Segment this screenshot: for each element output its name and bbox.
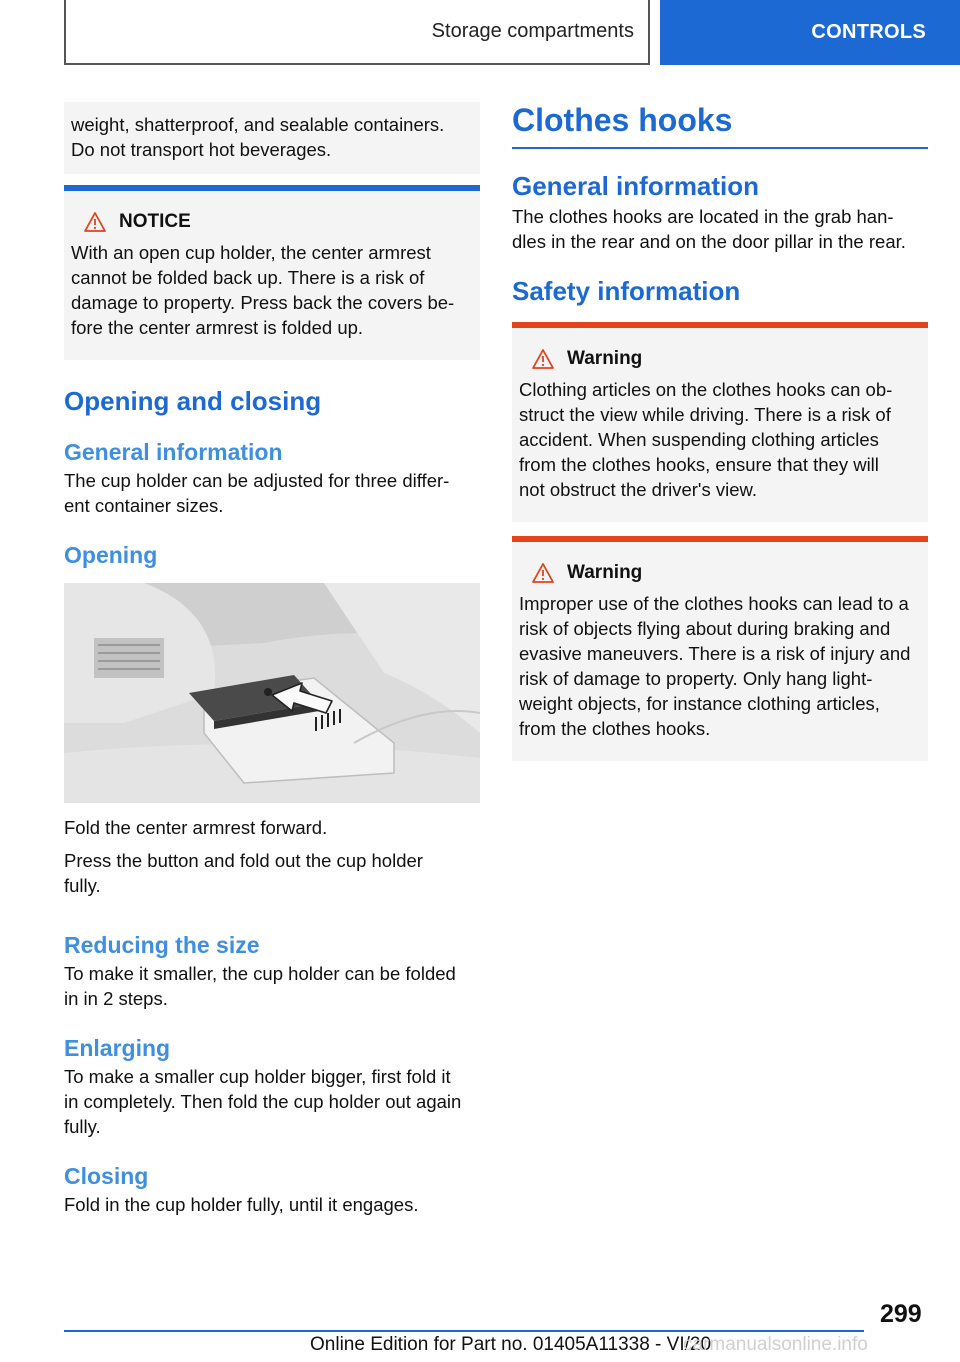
heading-enlarging: Enlarging — [64, 1035, 171, 1061]
warning-line: risk of objects flying about during braking and — [519, 618, 891, 639]
continued-note-line: weight, shatterproof, and sealable containers. — [71, 114, 445, 135]
footer-rule — [64, 1330, 864, 1332]
enlarging-line: fully. — [64, 1116, 101, 1137]
warning-line: Clothing articles on the clothes hooks can ob- — [519, 379, 893, 400]
reducing-line: To make it smaller, the cup holder can be folded — [64, 963, 456, 984]
enlarging-line: To make a smaller cup holder bigger, first fold it — [64, 1066, 451, 1087]
heading-closing: Closing — [64, 1163, 149, 1189]
heading-general-information: General information — [64, 439, 283, 465]
heading-safety-information: Safety information — [512, 276, 741, 306]
heading-rule — [512, 147, 928, 149]
warning-header — [531, 560, 921, 585]
warning-header — [531, 346, 921, 371]
notice-box — [64, 185, 480, 360]
notice-line: fore the center armrest is folded up. — [71, 317, 364, 338]
warning-line: weight objects, for instance clothing articles, — [519, 693, 880, 714]
closing-text: Fold in the cup holder fully, until it engages. — [64, 1194, 419, 1215]
left-column — [64, 102, 480, 1217]
heading-opening-closing: Opening and closing — [64, 386, 322, 416]
header-chapter-tab — [660, 0, 960, 65]
notice-header — [83, 209, 473, 234]
page-number: 299 — [880, 1300, 922, 1328]
right-column — [512, 102, 928, 761]
warning-line: from the clothes hooks. — [519, 718, 711, 739]
heading-opening: Opening — [64, 542, 158, 568]
notice-line: cannot be folded back up. There is a risk of — [71, 267, 425, 288]
warning-label: Warning — [567, 562, 643, 583]
press-button-line: Press the button and fold out the cup holder — [64, 850, 423, 871]
footer-edition: Online Edition for Part no. 01405A11338 - VI/20 — [310, 1334, 712, 1355]
warning-box-objects — [512, 536, 928, 761]
cup-holder-illustration — [64, 583, 480, 803]
header-section-tab — [64, 0, 650, 65]
warning-line: from the clothes hooks, ensure that they will — [519, 454, 879, 475]
footer-watermark: carmanualsonline.info — [683, 1334, 868, 1355]
heading-clothes-hooks: Clothes hooks — [512, 102, 733, 138]
warning-triangle-icon — [83, 211, 107, 233]
warning-box-view — [512, 322, 928, 522]
reducing-line: in in 2 steps. — [64, 988, 168, 1009]
notice-label: NOTICE — [119, 211, 191, 232]
warning-triangle-icon — [531, 562, 555, 584]
notice-line: damage to property. Press back the covers be- — [71, 292, 455, 313]
warning-line: risk of damage to property. Only hang light- — [519, 668, 873, 689]
warning-line: accident. When suspending clothing articles — [519, 429, 879, 450]
warning-triangle-icon — [531, 348, 555, 370]
warning-line: struct the view while driving. There is a risk of — [519, 404, 891, 425]
heading-reducing-size: Reducing the size — [64, 932, 260, 958]
clothes-general-line: dles in the rear and on the door pillar in the rear. — [512, 231, 906, 252]
general-info-line: ent container sizes. — [64, 495, 224, 516]
press-button-line: fully. — [64, 875, 101, 896]
notice-line: With an open cup holder, the center armrest — [71, 242, 431, 263]
warning-label: Warning — [567, 348, 643, 369]
header-chapter-title: CONTROLS — [811, 21, 926, 43]
continued-note-box — [64, 102, 480, 174]
warning-line: not obstruct the driver's view. — [519, 479, 757, 500]
fold-forward-text: Fold the center armrest forward. — [64, 817, 328, 838]
warning-line: Improper use of the clothes hooks can lead to a — [519, 593, 909, 614]
header-section-title: Storage compartments — [431, 20, 634, 42]
continued-note-line: Do not transport hot beverages. — [71, 139, 332, 160]
enlarging-line: in completely. Then fold the cup holder out again — [64, 1091, 462, 1112]
general-info-line: The cup holder can be adjusted for three differ- — [64, 470, 450, 491]
heading-general-information-right: General information — [512, 171, 760, 201]
clothes-general-line: The clothes hooks are located in the grab han- — [512, 206, 894, 227]
warning-line: evasive maneuvers. There is a risk of injury and — [519, 643, 911, 664]
